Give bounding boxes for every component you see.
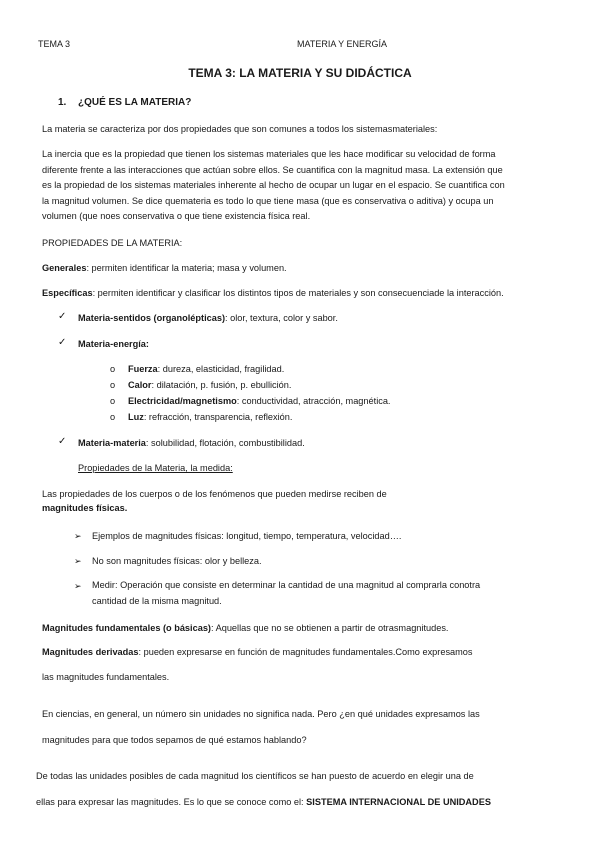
check-item-text: : solubilidad, flotación, combustibilidad.: [145, 438, 305, 448]
sub-bullet-icon: o: [110, 380, 116, 390]
header-center: MATERIA Y ENERGÍA: [297, 39, 388, 49]
inertia-paragraph: [42, 147, 505, 225]
sub-item-fuerza: [128, 363, 284, 376]
section-number: 1.: [58, 97, 67, 108]
sub-item-label: Fuerza: [128, 364, 158, 374]
sistema-text: ellas para expresar las magnitudes. Es lo que se conoce como el:: [36, 797, 307, 807]
check-item-energia: Materia-energía:: [78, 339, 149, 349]
arrow-item-ejemplos: Ejemplos de magnitudes físicas: longitud, tiempo, temperatura, velocidad….: [92, 531, 402, 541]
header-left: TEMA 3: [38, 39, 71, 49]
sub-item-text: : dilatación, p. fusión, p. ebullición.: [151, 380, 292, 390]
sub-item-electricidad: [128, 395, 391, 408]
arrow-item-medir: [92, 578, 480, 609]
check-item-label: Materia-materia: [78, 438, 146, 448]
arrow-bullet-icon: ➢: [74, 581, 82, 591]
especificas-label: Específicas: [42, 288, 93, 298]
paragraph-line: es la propiedad de los sistemas materiales inherente al hecho de ocupar un lugar en el espacio. Se cuantifica con: [42, 180, 505, 190]
generales-text: : permiten identificar la materia; masa y volumen.: [86, 263, 287, 273]
paragraph-line: volumen (que noes conservativa o que tiene existencia física real.: [42, 211, 311, 221]
sub-item-text: : dureza, elasticidad, fragilidad.: [157, 364, 285, 374]
medida-intro: Las propiedades de los cuerpos o de los fenómenos que pueden medirse reciben de: [42, 489, 387, 499]
sub-item-text: : refracción, transparencia, reflexión.: [143, 412, 293, 422]
section-heading: ¿QUÉ ES LA MATERIA?: [78, 97, 192, 108]
sub-bullet-icon: o: [110, 396, 116, 406]
sub-bullet-icon: o: [110, 364, 116, 374]
medida-term: magnitudes físicas.: [42, 503, 128, 513]
ciencias-line-2: magnitudes para que todos sepamos de qué estamos hablando?: [42, 735, 307, 745]
check-item-materia: [78, 437, 305, 450]
check-item-text: : olor, textura, color y sabor.: [225, 313, 338, 323]
fundamentales-line: [42, 622, 449, 635]
sub-item-text: : conductividad, atracción, magnética.: [236, 396, 391, 406]
intro-text: La materia se caracteriza por dos propiedades que son comunes a todos los sistemasmateriales:: [42, 124, 438, 134]
arrow-bullet-icon: ➢: [74, 531, 82, 541]
sub-item-luz: [128, 411, 292, 424]
arrow-item-line: cantidad de la misma magnitud.: [92, 595, 222, 606]
fundamentales-text: : Aquellas que no se obtienen a partir de otrasmagnitudes.: [210, 623, 449, 633]
fundamentales-label: Magnitudes fundamentales (o básicas): [42, 623, 211, 633]
arrow-item-line: Medir: Operación que consiste en determinar la cantidad de una magnitud al comprarla conotra: [92, 580, 481, 590]
especificas-line: [42, 287, 504, 300]
sub-item-calor: [128, 379, 291, 392]
check-icon: ✓: [58, 436, 67, 447]
sub-item-label: Calor: [128, 380, 152, 390]
check-item-sentidos: [78, 312, 338, 325]
medida-heading: Propiedades de la Materia, la medida:: [78, 463, 233, 473]
sistema-line-1: De todas las unidades posibles de cada magnitud los científicos se han puesto de acuerdo en elegir una de: [36, 771, 474, 781]
generales-label: Generales: [42, 263, 87, 273]
sub-bullet-icon: o: [110, 412, 116, 422]
check-item-label: Materia-sentidos (organolépticas): [78, 313, 226, 323]
sistema-term: SISTEMA INTERNACIONAL DE UNIDADES: [306, 797, 491, 807]
check-icon: ✓: [58, 311, 67, 322]
paragraph-line: la magnitud volumen. Se dice quemateria es todo lo que tiene masa (que es conservativa o aditiva) y ocupa un: [42, 195, 494, 206]
arrow-item-no-magnitudes: No son magnitudes físicas: olor y belleza.: [92, 556, 262, 566]
sub-item-label: Luz: [128, 412, 144, 422]
check-icon: ✓: [58, 337, 67, 348]
derivadas-text: : pueden expresarse en función de magnitudes fundamentales.Como expresamos: [138, 647, 473, 657]
properties-heading: PROPIEDADES DE LA MATERIA:: [42, 238, 183, 248]
generales-line: [42, 262, 287, 275]
page-title: TEMA 3: LA MATERIA Y SU DIDÁCTICA: [188, 66, 412, 80]
derivadas-label: Magnitudes derivadas: [42, 647, 139, 657]
especificas-text: : permiten identificar y clasificar los distintos tipos de materiales y son consecuenciade la interacción.: [92, 288, 504, 298]
derivadas-line: [42, 646, 473, 659]
paragraph-line: La inercia que es la propiedad que tienen los sistemas materiales que les hace modificar su velocidad de forma: [42, 149, 496, 159]
derivadas-continuation: las magnitudes fundamentales.: [42, 672, 170, 682]
sub-item-label: Electricidad/magnetismo: [128, 396, 237, 406]
arrow-bullet-icon: ➢: [74, 556, 82, 566]
ciencias-line-1: En ciencias, en general, un número sin unidades no significa nada. Pero ¿en qué unidades expresamos las: [42, 709, 480, 719]
sistema-line-2: [36, 796, 491, 809]
paragraph-line: diferente frente a las interacciones que actúan sobre ellos. Se cuantifica con la magnitud masa. La extensión que: [42, 164, 503, 175]
